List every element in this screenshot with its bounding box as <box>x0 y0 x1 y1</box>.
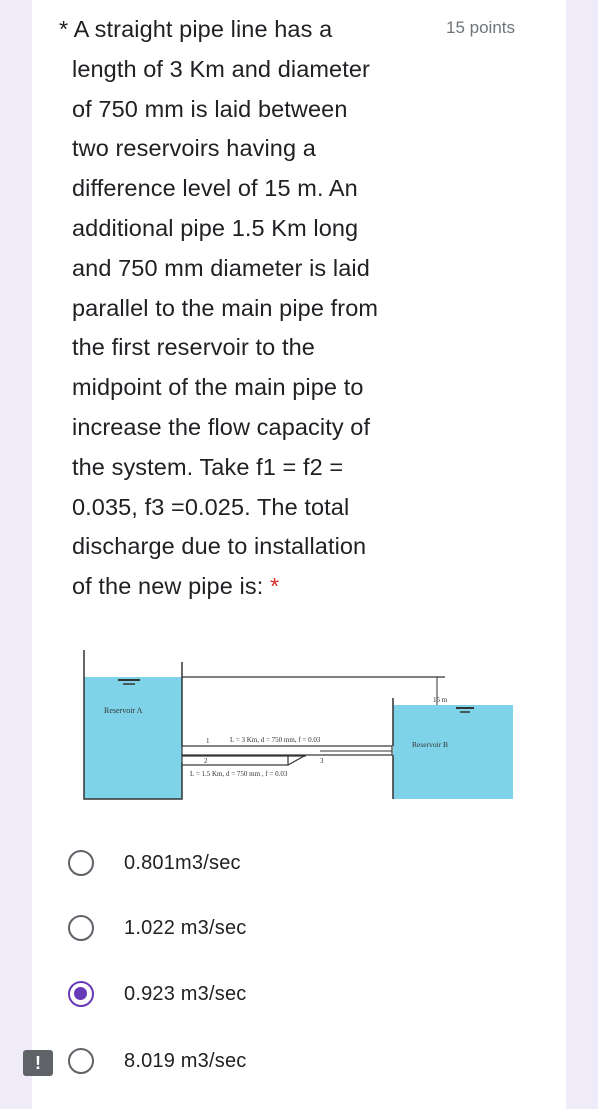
option-2[interactable] <box>68 908 246 948</box>
option-label: 0.801m3/sec <box>124 851 241 874</box>
pipe-number-3: 3 <box>320 757 324 765</box>
radio-unchecked-icon[interactable] <box>68 850 94 876</box>
head-label: 15 m <box>433 696 448 704</box>
question-line: the first reservoir to the <box>72 334 315 361</box>
option-label: 8.019 m3/sec <box>124 1049 247 1072</box>
question-line: parallel to the main pipe from <box>72 294 379 321</box>
pipe-diagram <box>80 650 520 800</box>
question-line: two reservoirs having a <box>72 135 316 162</box>
option-4[interactable] <box>68 1041 246 1081</box>
question-line: difference level of 15 m. An <box>72 175 358 202</box>
question-line: midpoint of the main pipe to <box>72 374 364 401</box>
radio-unchecked-icon[interactable] <box>68 915 94 941</box>
question-line: discharge due to installation <box>72 533 367 560</box>
question-line: * A straight pipe line has a <box>59 16 333 42</box>
question-line: of the new pipe is: <box>72 573 264 600</box>
question-line: of 750 mm is laid between <box>72 95 348 122</box>
question-text <box>59 10 442 607</box>
reservoir-b-label: Reservoir B <box>412 740 449 749</box>
parallel-pipe <box>182 756 288 765</box>
radio-checked-icon[interactable] <box>68 981 94 1007</box>
option-1[interactable] <box>68 843 241 883</box>
question-line: and 750 mm diameter is laid <box>72 254 370 281</box>
warning-icon[interactable]: ! <box>23 1050 53 1076</box>
question-line: the system. Take f1 = f2 = <box>72 453 344 480</box>
pipe2-label: L = 1.5 Km, d = 750 mm , f = 0.03 <box>190 770 288 778</box>
question-line: length of 3 Km and diameter <box>72 55 370 82</box>
required-asterisk: * <box>269 573 280 600</box>
option-label: 1.022 m3/sec <box>124 916 247 939</box>
pipe-number-1: 1 <box>206 737 210 745</box>
question-line: 0.035, f3 =0.025. The total <box>72 493 350 520</box>
question-line: additional pipe 1.5 Km long <box>72 214 359 241</box>
option-3[interactable] <box>68 974 246 1014</box>
reservoir-a-water <box>84 677 182 799</box>
radio-unchecked-icon[interactable] <box>68 1048 94 1074</box>
points-label: 15 points <box>446 18 515 37</box>
question-line: increase the flow capacity of <box>72 413 371 440</box>
reservoir-a-label: Reservoir A <box>104 706 143 715</box>
pipe-number-2: 2 <box>204 757 208 765</box>
option-label: 0.923 m3/sec <box>124 982 247 1005</box>
question-line-last <box>72 567 442 607</box>
pipe1-label: L = 3 Km, d = 750 mm, f = 0.03 <box>230 736 321 744</box>
reservoir-b-water <box>393 705 513 799</box>
